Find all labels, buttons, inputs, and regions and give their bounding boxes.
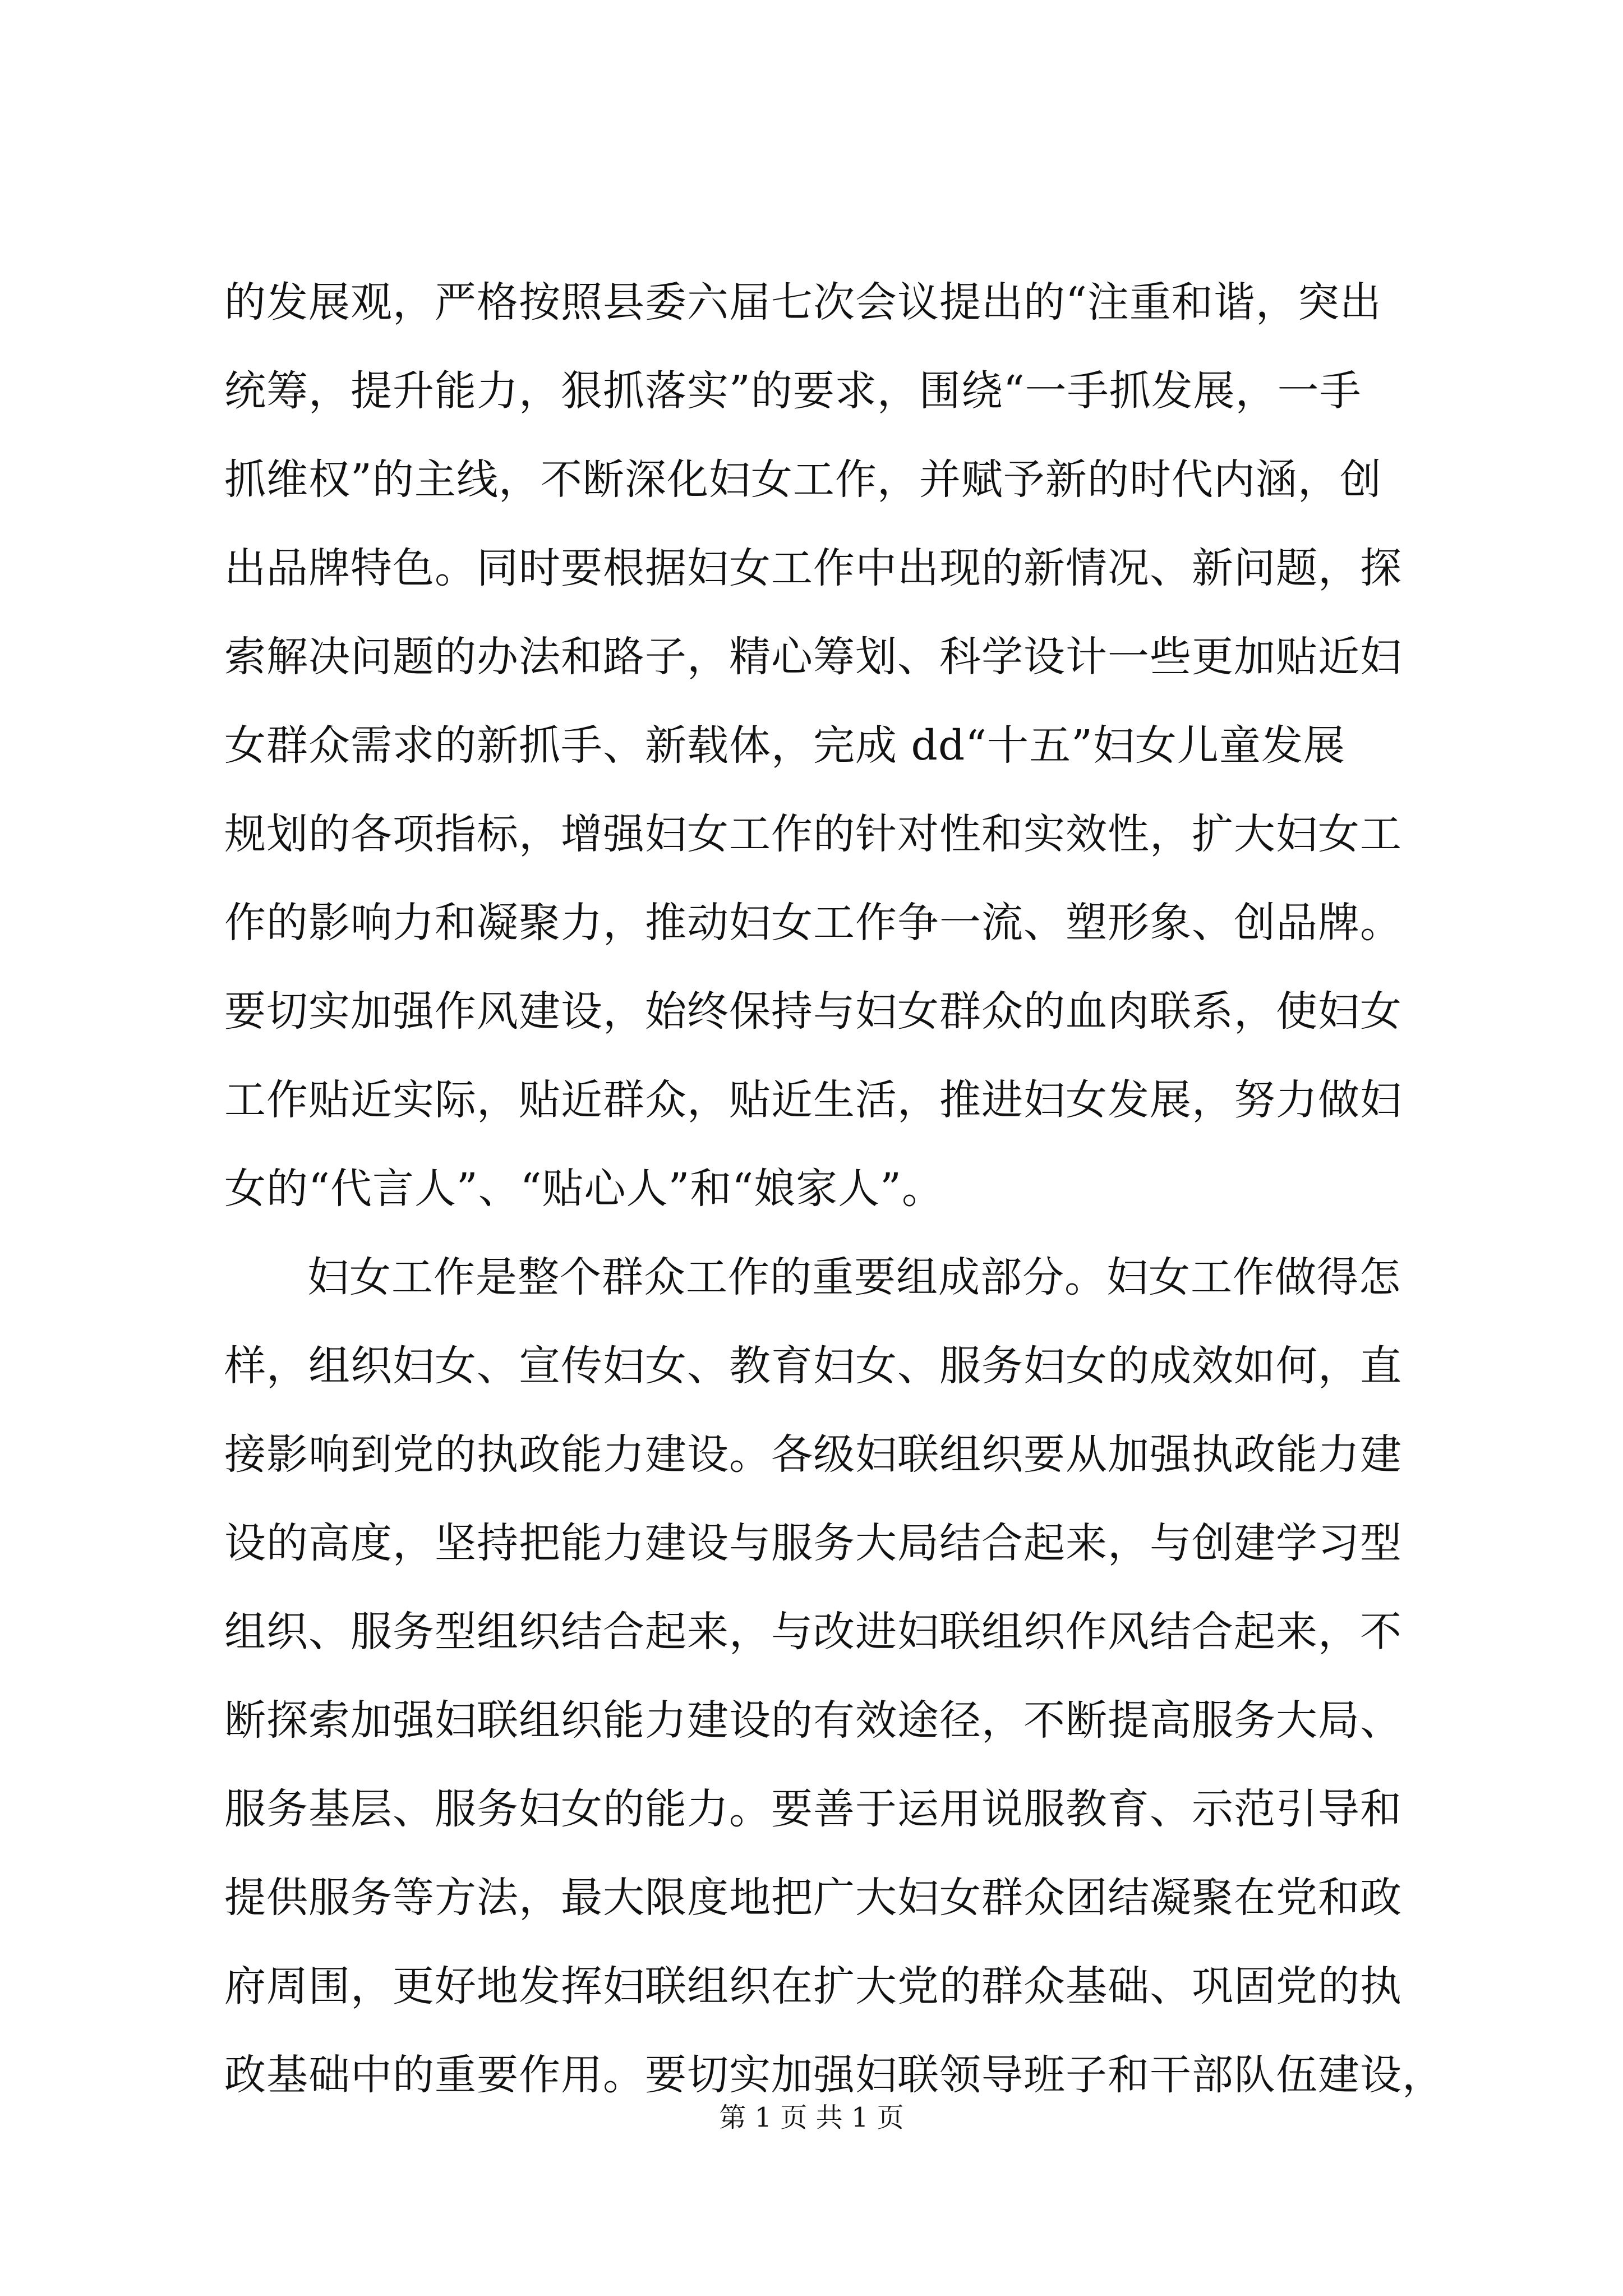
text-line: 要切实加强作风建设，始终保持与妇女群众的血肉联系，使妇女 [224,987,1402,1036]
text-line: 统筹，提升能力，狠抓落实”的要求，围绕“一手抓发展，一手 [224,367,1362,415]
text-line: 组织、服务型组织结合起来，与改进妇联组织作风结合起来，不 [224,1608,1402,1656]
text-line: 设的高度，坚持把能力建设与服务大局结合起来，与创建学习型 [224,1519,1402,1567]
text-line: 的发展观，严格按照县委六届七次会议提出的“注重和谐，突出 [224,278,1382,326]
text-line: 女的“代言人”、“贴心人”和“娘家人”。 [224,1165,944,1213]
text-line: 抓维权”的主线，不断深化妇女工作，并赋予新的时代内涵，创 [224,455,1382,504]
paragraph-start-line: 妇女工作是整个群众工作的重要组成部分。妇女工作做得怎 [307,1253,1401,1301]
text-line: 作的影响力和凝聚力，推动妇女工作争一流、塑形象、创品牌。 [224,899,1402,947]
text-line: 女群众需求的新抓手、新载体，完成 dd“十五”妇女儿童发展 [224,721,1345,770]
page-footer: 第 1 页 共 1 页 [719,2102,904,2133]
text-line: 府周围，更好地发挥妇联组织在扩大党的群众基础、巩固党的执 [224,1962,1402,2010]
text-line: 断探索加强妇联组织能力建设的有效途径，不断提高服务大局、 [224,1696,1402,1745]
document-body [224,258,1444,2119]
text-line: 出品牌特色。同时要根据妇女工作中出现的新情况、新问题，探 [224,544,1402,592]
text-line: 样，组织妇女、宣传妇女、教育妇女、服务妇女的成效如何，直 [224,1342,1402,1390]
text-line: 规划的各项指标，增强妇女工作的针对性和实效性，扩大妇女工 [224,810,1402,858]
text-line: 接影响到党的执政能力建设。各级妇联组织要从加强执政能力建 [224,1430,1402,1479]
text-line: 索解决问题的办法和路子，精心筹划、科学设计一些更加贴近妇 [224,633,1402,681]
text-line: 政基础中的重要作用。要切实加强妇联领导班子和干部队伍建设， [224,2051,1444,2099]
text-line: 提供服务等方法，最大限度地把广大妇女群众团结凝聚在党和政 [224,1874,1402,1922]
text-line: 服务基层、服务妇女的能力。要善于运用说服教育、示范引导和 [224,1785,1402,1833]
text-line: 工作贴近实际，贴近群众，贴近生活，推进妇女发展，努力做妇 [224,1076,1402,1124]
